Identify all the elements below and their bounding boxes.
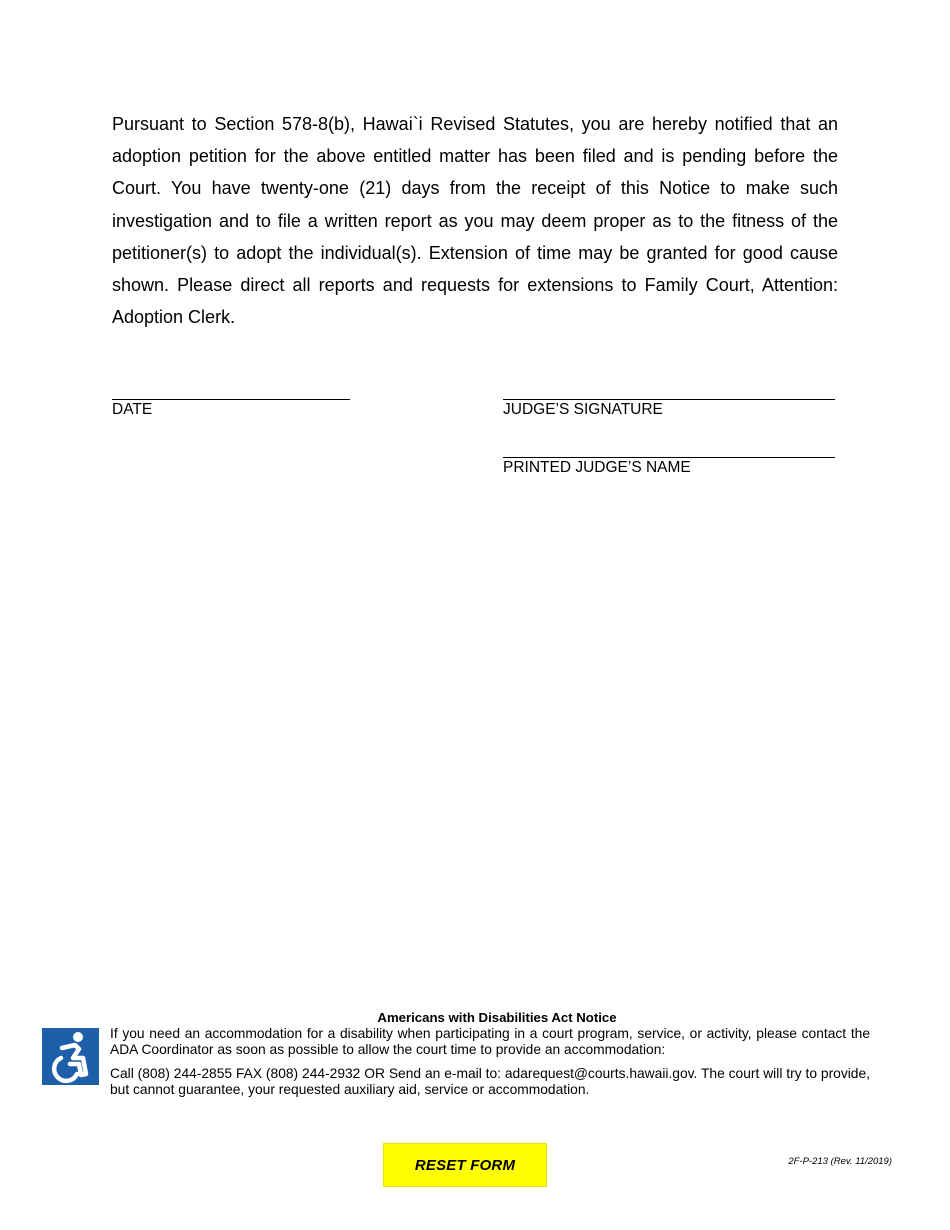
judge-signature-label: JUDGE’S SIGNATURE xyxy=(503,401,663,418)
accessibility-icon xyxy=(42,1028,99,1085)
form-id: 2F-P-213 (Rev. 11/2019) xyxy=(788,1156,892,1167)
judge-signature-line[interactable] xyxy=(503,399,835,400)
reset-form-button[interactable]: RESET FORM xyxy=(383,1143,547,1187)
date-label: DATE xyxy=(112,401,153,418)
printed-judge-name-label: PRINTED JUDGE’S NAME xyxy=(503,459,691,476)
ada-notice-paragraph-1: If you need an accommodation for a disability when participating in a court program, service, or activity, please contact the ADA Coordinator as soon as possible to allow the court time to provide an accommodation: xyxy=(110,1026,870,1057)
notice-paragraph: Pursuant to Section 578-8(b), Hawai`i Revised Statutes, you are hereby notified that an adoption petition for the above entitled matter has been filed and is pending before the Court. You have twenty-one (21) days from the receipt of this Notice to make such investigation and to file a written report as you may deem proper as to the fitness of the petitioner(s) to adopt the individual(s). Extension of time may be granted for good cause shown. Please direct all reports and requests for extensions to Family Court, Attention: Adoption Clerk. xyxy=(112,114,838,328)
printed-judge-name-line[interactable] xyxy=(503,457,835,458)
ada-notice-title: Americans with Disabilities Act Notice xyxy=(377,1010,617,1025)
date-line[interactable] xyxy=(112,399,350,400)
ada-notice-paragraph-2: Call (808) 244-2855 FAX (808) 244-2932 OR Send an e-mail to: adarequest@courts.hawaii.gov. The court will try to provide, but cannot guarantee, your requested auxiliary aid, service or accommodation. xyxy=(110,1066,870,1097)
